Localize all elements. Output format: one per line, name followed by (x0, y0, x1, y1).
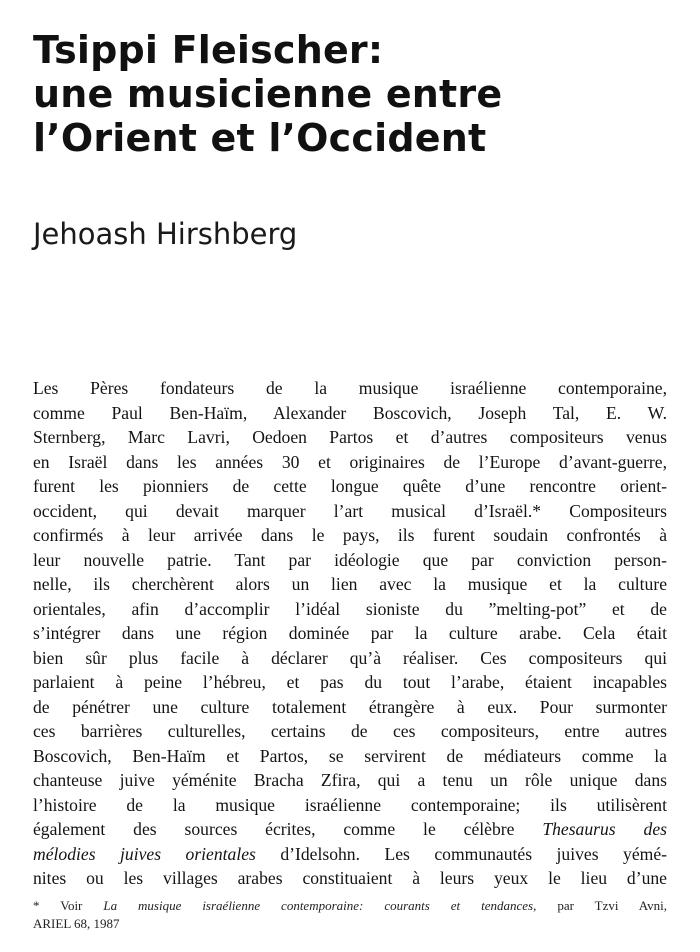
body-text: d’Idelsohn. Les communautés juives yémé- (255, 843, 667, 864)
footnote (33, 897, 667, 933)
body-line: orientales, afin d’accomplir l’idéal sioniste du ”melting-pot” et de (33, 598, 667, 619)
body-line: occident, qui devait marquer l’art musical d’Israël.* Compositeurs (33, 500, 667, 521)
footnote-line-1 (33, 897, 667, 915)
body-line: chanteuse juive yéménite Bracha Zfira, qui a tenu un rôle unique dans (33, 770, 667, 790)
body-line: de pénétrer une culture totalement étrangère à eux. Pour surmonter (33, 696, 667, 717)
body-line: parlaient à peine l’hébreu, et pas du tout l’arabe, étaient incapables (33, 672, 667, 692)
body-line: Boscovich, Ben-Haïm et Partos, se servirent de médiateurs comme la (33, 745, 667, 766)
footnote-title: La musique israélienne contemporaine: courants et tendances (103, 898, 534, 913)
body-line: Sternberg, Marc Lavri, Oedoen Partos et d’autres compositeurs venus (33, 427, 667, 447)
italic-title: mélodies juives orientales (33, 843, 256, 864)
footnote-line-2: ARIEL 68, 1987 (33, 916, 120, 931)
body-line-mixed (33, 817, 667, 842)
body-line: ces barrières culturelles, certains de ces compositeurs, entre autres (33, 721, 667, 741)
body-line: confirmés à leur arrivée dans le pays, ils furent soudain confrontés à (33, 525, 667, 545)
body-line: furent les pionniers de cette longue quête d’une rencontre orient- (33, 476, 667, 496)
body-line-mixed (33, 842, 667, 867)
body-line: comme Paul Ben-Haïm, Alexander Boscovich, Joseph Tal, E. W. (33, 402, 667, 423)
article-body (33, 376, 667, 891)
footnote-prefix: Voir (39, 898, 104, 913)
article-author: Jehoash Hirshberg (33, 217, 298, 251)
title-line-3: l’Orient et l’Occident (33, 116, 487, 160)
body-line: leur nouvelle patrie. Tant par idéologie que par conviction person- (33, 549, 667, 570)
italic-title: Thesaurus des (542, 819, 667, 839)
footnote-marker: * (33, 898, 40, 913)
title-line-1: Tsippi Fleischer: (33, 28, 384, 72)
body-line: Les Pères fondateurs de la musique israélienne contemporaine, (33, 378, 667, 398)
body-line: en Israël dans les années 30 et originaires de l’Europe d’avant-guerre, (33, 451, 667, 472)
title-line-2: une musicienne entre (33, 72, 503, 116)
article-title (33, 28, 673, 160)
footnote-suffix: , par Tzvi Avni, (533, 898, 667, 913)
body-line: bien sûr plus facile à déclarer qu’à réaliser. Ces compositeurs qui (33, 647, 667, 668)
body-line: nelle, ils cherchèrent alors un lien avec la musique et la culture (33, 574, 667, 594)
body-line: nites ou les villages arabes constituaient à leurs yeux le lieu d’une (33, 868, 667, 888)
body-line: s’intégrer dans une région dominée par la culture arabe. Cela était (33, 623, 667, 643)
body-text: également des sources écrites, comme le célèbre (33, 819, 515, 839)
body-line: l’histoire de la musique israélienne contemporaine; ils utilisèrent (33, 794, 667, 815)
